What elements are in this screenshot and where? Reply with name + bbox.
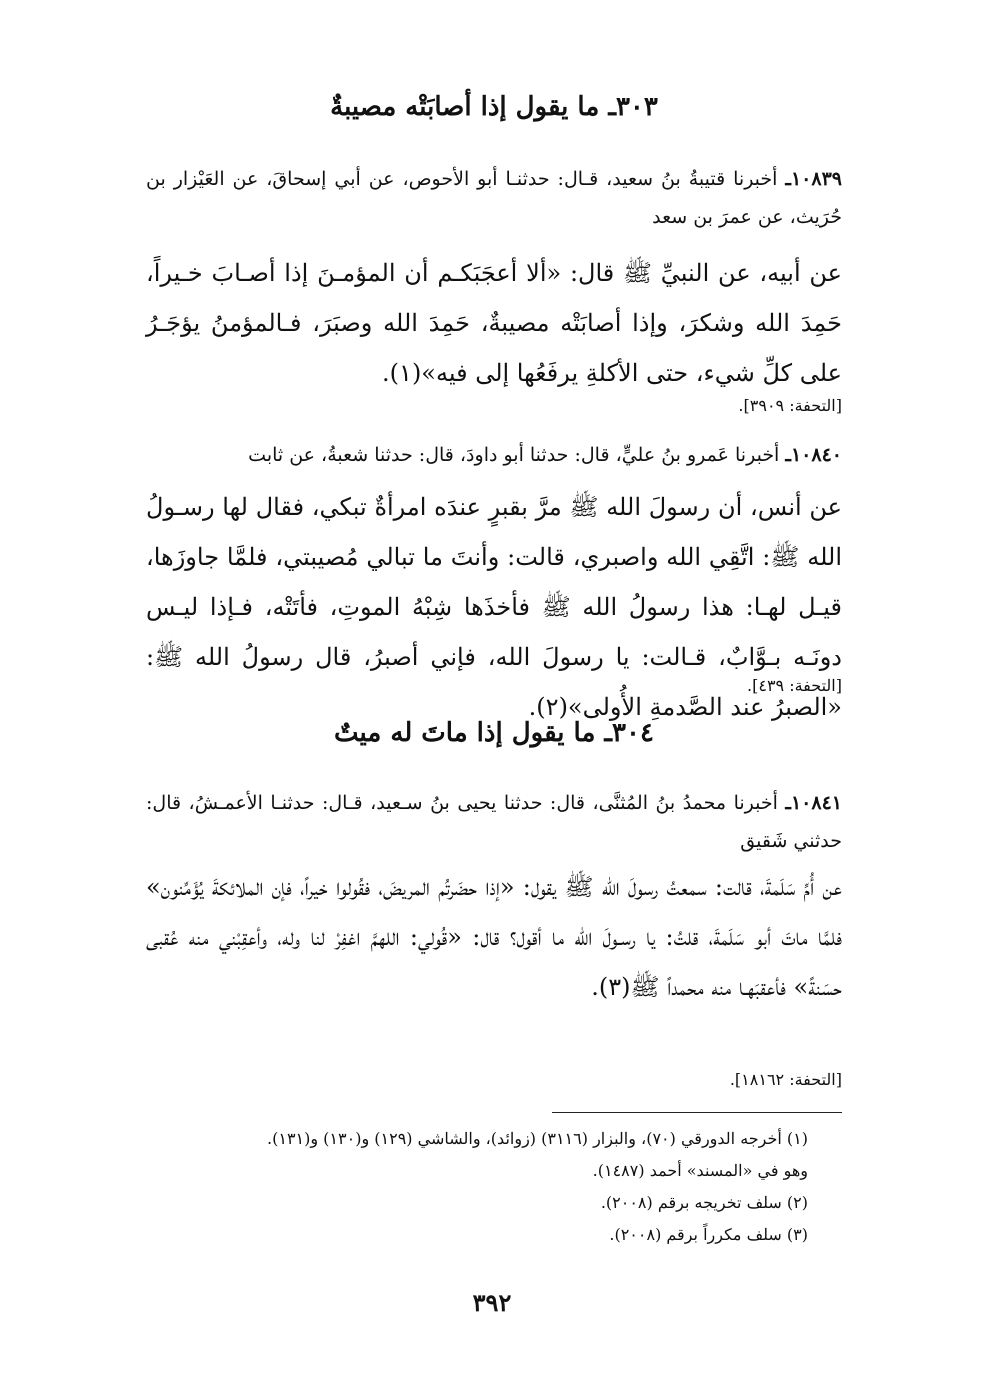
hadith-10839-matn: عن أبيه، عن النبيِّ ﷺ قال: «ألا أعجَبَكـم أن المؤمـنَ إذا أصـابَ خـيراً، حَمِدَ الله وشكرَ، وإذا أصابَتْه مصيبةٌ، حَمِدَ الله وصبَرَ، فـالمؤمنُ يؤجَـرُ على كلِّ شيء، حتى الأكلةِ يرفَعُها إلى فيه»(١).: [146, 259, 842, 387]
hadith-10840-matn: عن أنس، أن رسولَ الله ﷺ مرَّ بقبرٍ عندَه امرأةٌ تبكي، فقال لها رسـولُ الله ﷺ: اتَّقِي الله واصبري، قالت: وأنتَ ما تبالي مُصيبتي، فلمَّا جاوزَها، قيـل لهـا: هذا رسولُ الله ﷺ فأخذَها شِبْهُ الموتِ، فأتَتْه، فـإذا ليـس دونَـه بـوَّابٌ، قـالت: يا رسولَ الله، فإني أصبرُ، قال رسولُ الله ﷺ: «الصبرُ عند الصَّدمةِ الأُولى»(٢).: [146, 493, 843, 721]
tuhfa-reference: [التحفة: ٤٣٩].: [747, 676, 842, 695]
tuhfa-reference: [التحفة: ١٨١٦٢].: [729, 1070, 842, 1089]
chapter-title-303: ٣٠٣ـ ما يقول إذا أصابَتْه مصيبةٌ: [330, 92, 658, 122]
footnote-1: (١) أخرجه الدورقي (٧٠)، والبزار (٣١١٦) (زوائد)، والشاشي (١٢٩) و(١٣٠) و(١٣١).: [267, 1129, 808, 1148]
hadith-10841-matn: عن أُمِّ سَلَمةَ، قالت: سمعتُ رسولَ الله ﷺ يقول: «إذا حضَرتُم المريضَ، فقُولوا خيراً، فإن الملائكةَ يُؤَمِّنون» فلمَّا ماتَ أبو سَلَمةَ، قلتُ: يا رسـولَ الله ما أقول؟ قال: «قُولي: اللهمَّ اغفِرْ لنا وله، وأعقِبْني منه عُقبى حسَنةً» فأعقبَهـا منه محمداً ﷺ(٣).: [146, 873, 842, 1001]
footnote-3: (٣) سلف مكرراً برقم (٢٠٠٨).: [609, 1225, 808, 1244]
isnad-text: أخبرنا عَمرو بنُ عليٍّ، قال: حدثنا أبو داودَ، قال: حدثنا شعبةُ، عن ثابت: [248, 444, 780, 466]
footnote-divider: [552, 1112, 842, 1113]
hadith-number: ١٠٨٤٠ـ: [785, 444, 842, 466]
isnad-text: أخبرنا قتيبةُ بنُ سعيد، قـال: حدثنـا أبو الأحوص، عن أبي إسحاقَ، عن العَيْزار بن حُرَيث، عن عمرَ بن سعد: [146, 168, 842, 228]
footnote-2: (٢) سلف تخريجه برقم (٢٠٠٨).: [600, 1193, 808, 1212]
hadith-10840-isnad: [146, 436, 842, 474]
page-number: ٣٩٢: [472, 1288, 512, 1317]
tuhfa-reference: [التحفة: ٣٩٠٩].: [738, 396, 842, 415]
hadith-10839-isnad: [146, 160, 842, 236]
hadith-number: ١٠٨٣٩ـ: [785, 168, 842, 190]
footnote-1-continued: وهو في «المسند» أحمد (١٤٨٧).: [592, 1161, 808, 1180]
chapter-title-304: ٣٠٤ـ ما يقول إذا ماتَ له ميتٌ: [334, 718, 654, 748]
hadith-number: ١٠٨٤١ـ: [785, 792, 842, 814]
isnad-text: أخبرنا محمدُ بنُ المُثنَّى، قال: حدثنا يحيى بنُ سـعيد، قـال: حدثنـا الأعمـشُ، قال: حدثني شَقيق: [146, 792, 842, 852]
hadith-10841-isnad: [146, 784, 842, 860]
